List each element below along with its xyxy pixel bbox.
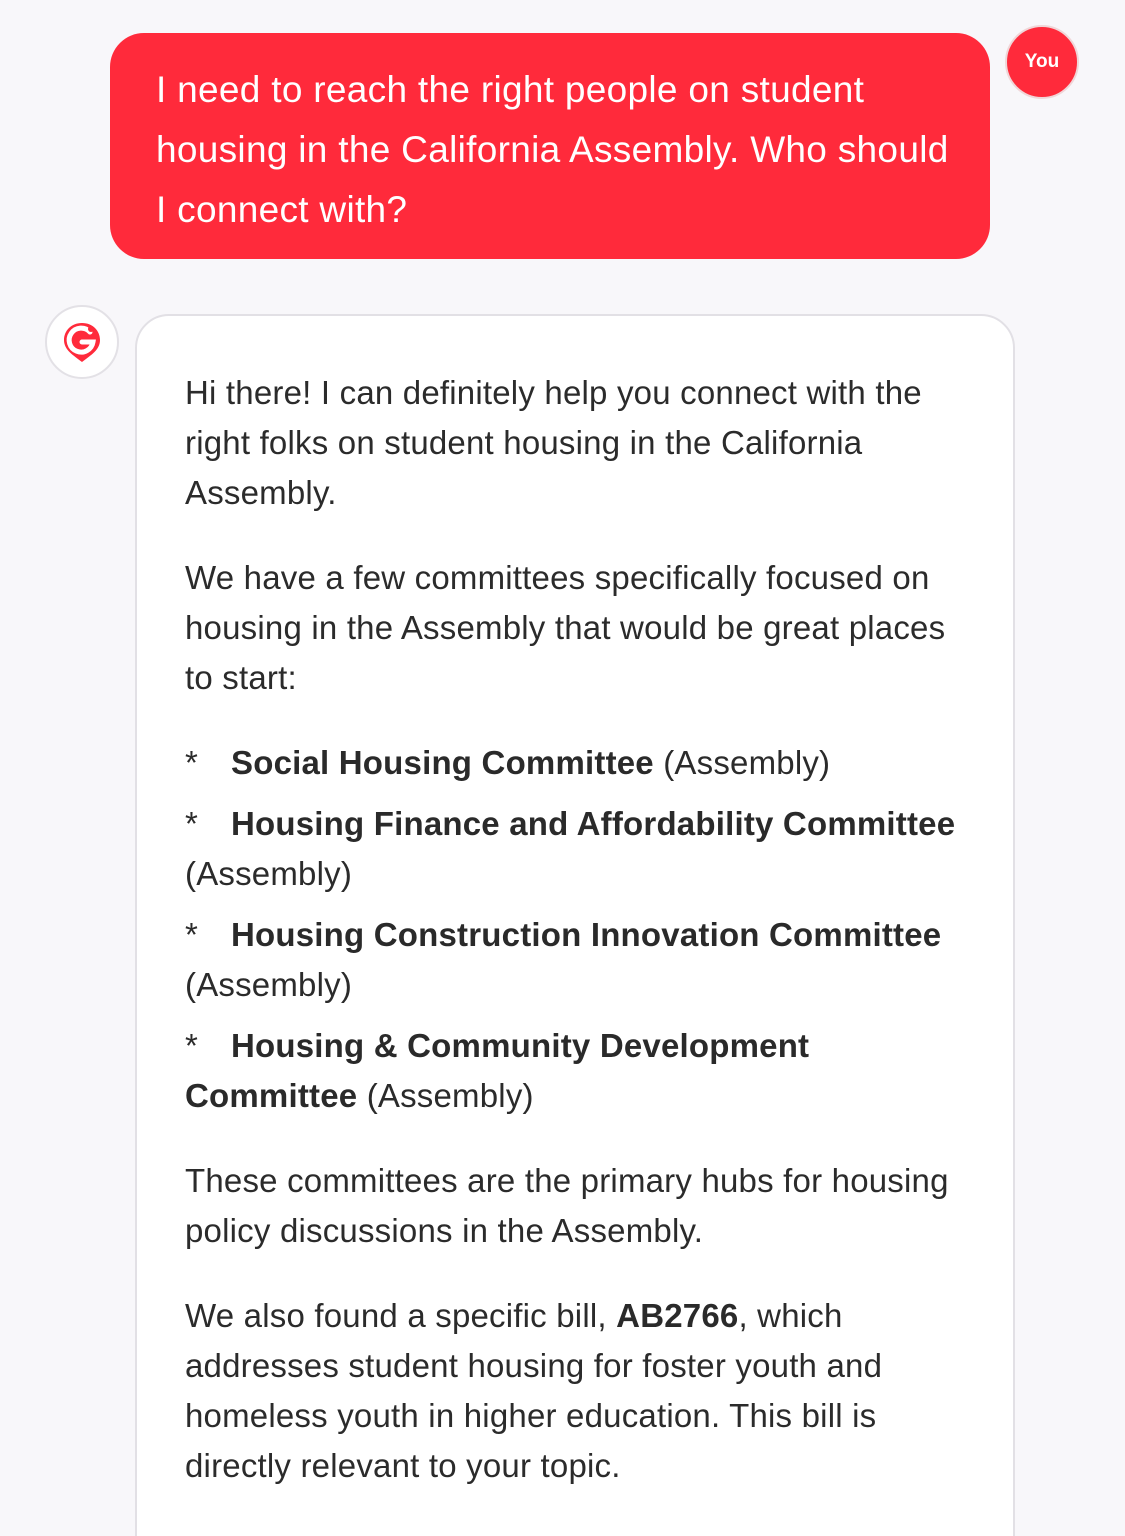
committee-name: Social Housing Committee: [231, 744, 654, 781]
committees-intro-text: We have a few committees specifically focused on housing in the Assembly that would be great places to start:: [185, 559, 946, 696]
bill-suffix-text: , which addresses student housing for foster youth and homeless youth in higher education. This bill is directly relevant to your topic.: [185, 1297, 883, 1484]
bill-id[interactable]: AB2766: [616, 1297, 739, 1334]
list-item: [185, 799, 973, 899]
assistant-message-card: [135, 314, 1015, 1536]
hubs-text: These committees are the primary hubs for housing policy discussions in the Assembly.: [185, 1162, 949, 1249]
bullet-marker: *: [185, 916, 199, 953]
bill-prefix-text: We also found a specific bill,: [185, 1297, 607, 1334]
user-message-bubble: [110, 33, 990, 259]
assistant-avatar[interactable]: [45, 305, 119, 379]
committee-name: Housing Finance and Affordability Committee: [231, 805, 956, 842]
assistant-intro-text: Hi there! I can definitely help you connect with the right folks on student housing in the California Assembly.: [185, 374, 922, 511]
user-avatar[interactable]: [1005, 25, 1079, 99]
user-avatar-label: You: [1024, 51, 1060, 72]
g-logo-icon: [60, 320, 104, 364]
bullet-marker: *: [185, 805, 199, 842]
committee-name: Housing & Community Development Committee: [185, 1027, 810, 1114]
bullet-marker: *: [185, 744, 199, 781]
list-item: [185, 738, 973, 788]
committee-suffix: (Assembly): [185, 966, 353, 1003]
committee-suffix: (Assembly): [366, 1077, 534, 1114]
committee-suffix: (Assembly): [185, 855, 353, 892]
user-message-text: I need to reach the right people on student housing in the California Assembly. Who should I connect with?: [156, 69, 949, 230]
committee-name: Housing Construction Innovation Committee: [231, 916, 942, 953]
bill-paragraph: [185, 1291, 973, 1491]
committee-suffix: (Assembly): [663, 744, 831, 781]
committee-list: [185, 738, 973, 1121]
list-item: [185, 910, 973, 1010]
list-item: [185, 1021, 973, 1121]
bullet-marker: *: [185, 1027, 199, 1064]
